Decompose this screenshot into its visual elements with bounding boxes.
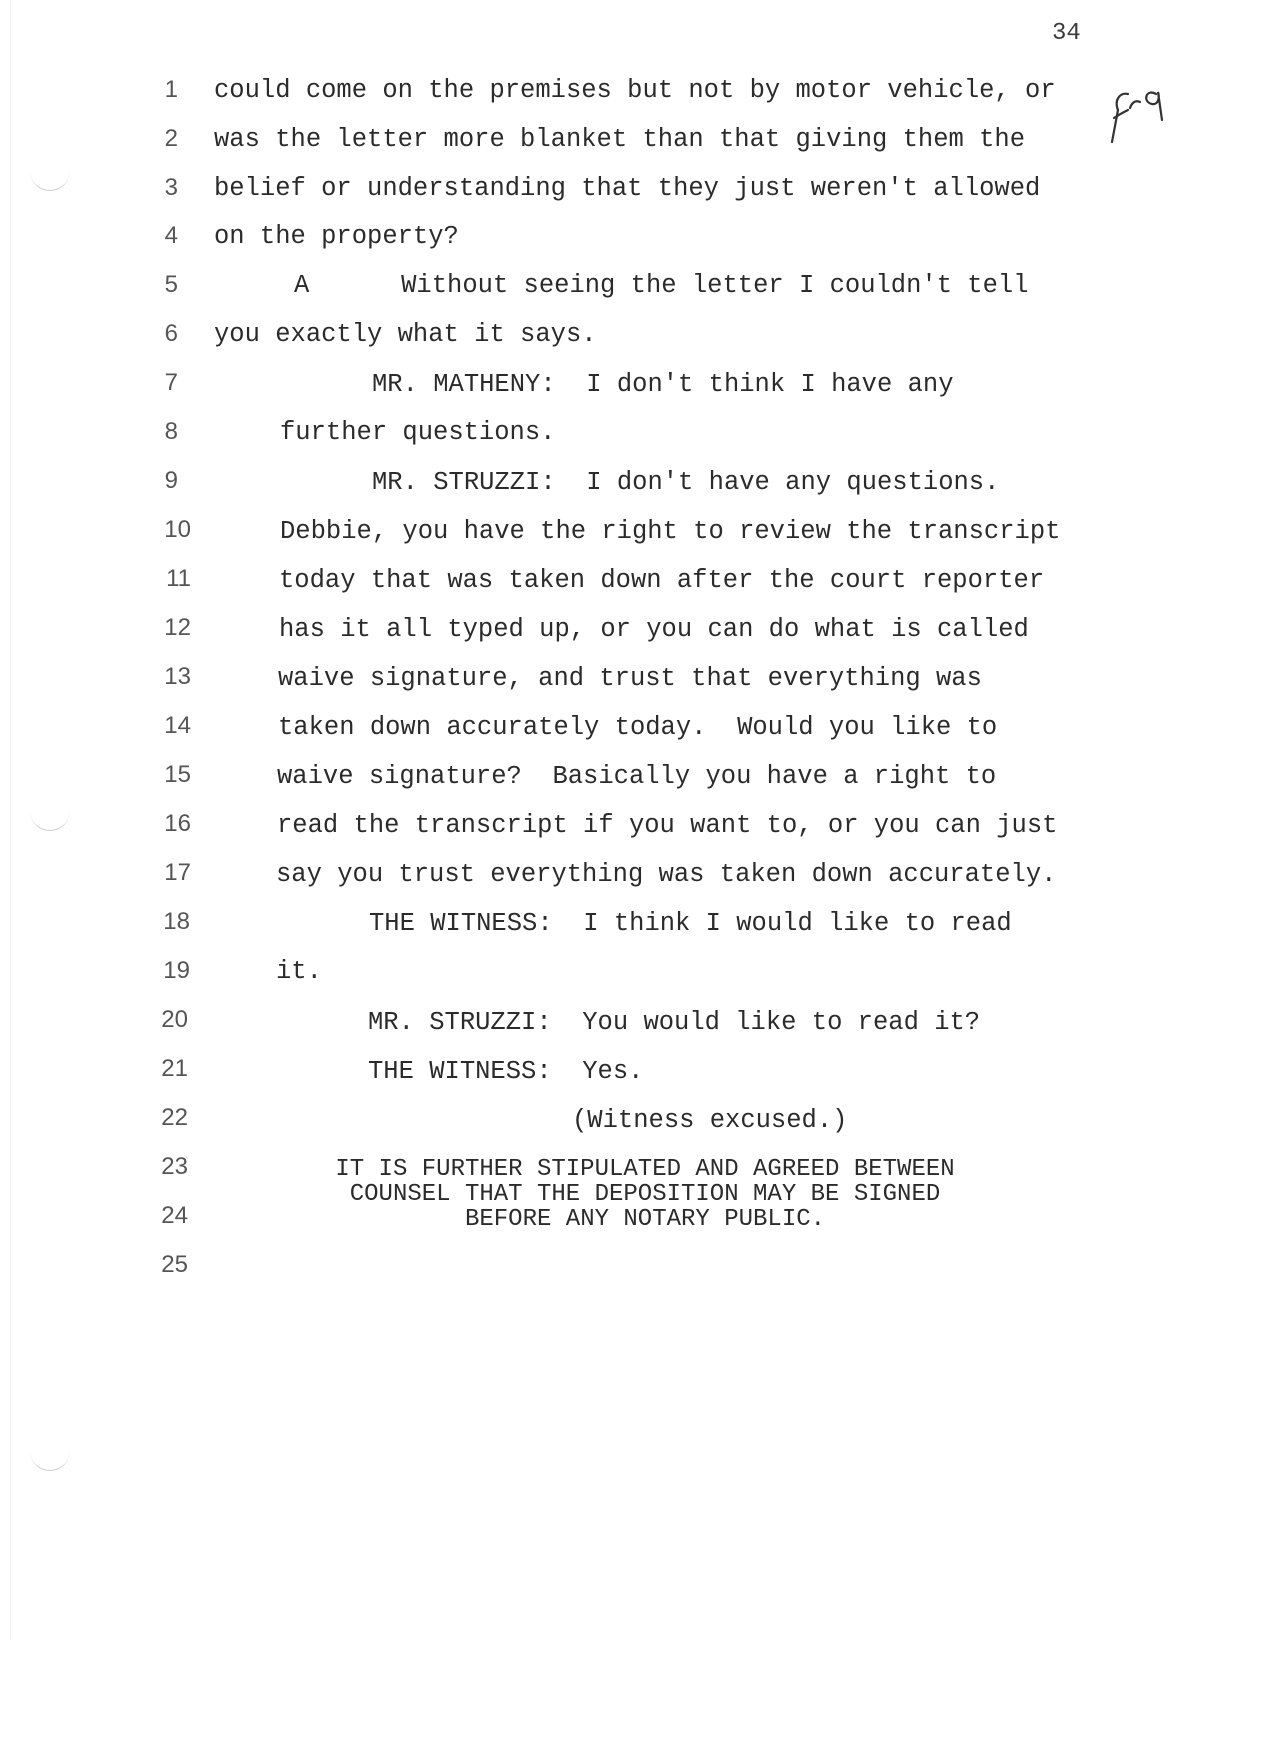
line-number: 24 [161,1202,188,1229]
transcript-line: MR. STRUZZI: I don't have any questions. [372,468,1000,497]
page-number: 34 [1052,20,1081,47]
line-number: 19 [163,957,190,984]
transcript-line: you exactly what it says. [214,320,597,349]
transcript-line: THE WITNESS: Yes. [368,1057,644,1086]
line-number: 11 [166,565,191,592]
stipulation-line: BEFORE ANY NOTARY PUBLIC. [464,1206,826,1233]
line-number: 25 [161,1251,188,1278]
line-number: 13 [164,663,191,690]
transcript-line: belief or understanding that they just weren't allowed [214,174,1041,203]
line-number: 16 [164,810,191,837]
transcript-line: taken down accurately today. Would you like to [278,713,998,742]
punch-hole-mark [30,808,70,831]
scan-edge [10,0,11,1640]
line-number: 10 [164,516,191,543]
line-number: 20 [161,1006,188,1033]
transcript-line: THE WITNESS: I think I would like to read [369,909,1012,938]
line-number: 15 [164,761,191,788]
line-number: 12 [164,614,191,641]
transcript-line: MR. STRUZZI: You would like to read it? [368,1008,981,1037]
line-number: 17 [164,859,191,886]
line-number: 7 [164,369,178,396]
transcript-line: read the transcript if you want to, or you can just [277,811,1058,840]
stipulation-line: IT IS FURTHER STIPULATED AND AGREED BETWEEN [335,1156,955,1183]
transcript-line: it. [276,957,322,986]
line-number: 6 [164,320,178,347]
line-number: 4 [164,222,178,249]
transcript-line: A Without seeing the letter I couldn't tell [294,271,1029,300]
transcript-line: Debbie, you have the right to review the transcript [280,517,1061,546]
transcript-line: has it all typed up, or you can do what is called [279,615,1029,644]
handwritten-annotation [1106,80,1166,150]
transcript-line: MR. MATHENY: I don't think I have any [372,370,954,399]
line-number: 18 [163,908,190,935]
line-number: 23 [161,1153,188,1180]
transcript-line: was the letter more blanket than that giving them the [214,125,1026,154]
transcript-line: say you trust everything was taken down accurately. [276,860,1057,889]
stipulation-line: COUNSEL THAT THE DEPOSITION MAY BE SIGNED [349,1181,941,1208]
punch-hole-mark [30,168,70,191]
line-number: 8 [164,418,178,445]
transcript-line: (Witness excused.) [572,1106,848,1135]
transcript-line: further questions. [280,418,556,447]
line-number: 9 [164,467,178,494]
punch-hole-mark [30,1448,70,1471]
line-number: 21 [161,1055,188,1082]
transcript-line: today that was taken down after the court reporter [279,566,1045,595]
line-number: 5 [164,271,178,298]
line-number: 3 [164,174,178,201]
transcript-line: waive signature? Basically you have a right to [277,762,997,791]
line-number: 22 [161,1104,188,1131]
transcript-line: waive signature, and trust that everything was [278,664,982,693]
line-number: 14 [164,712,191,739]
transcript-line: could come on the premises but not by motor vehicle, or [214,76,1056,105]
line-number: 2 [164,125,178,152]
line-number: 1 [164,76,178,103]
transcript-line: on the property? [214,222,459,251]
